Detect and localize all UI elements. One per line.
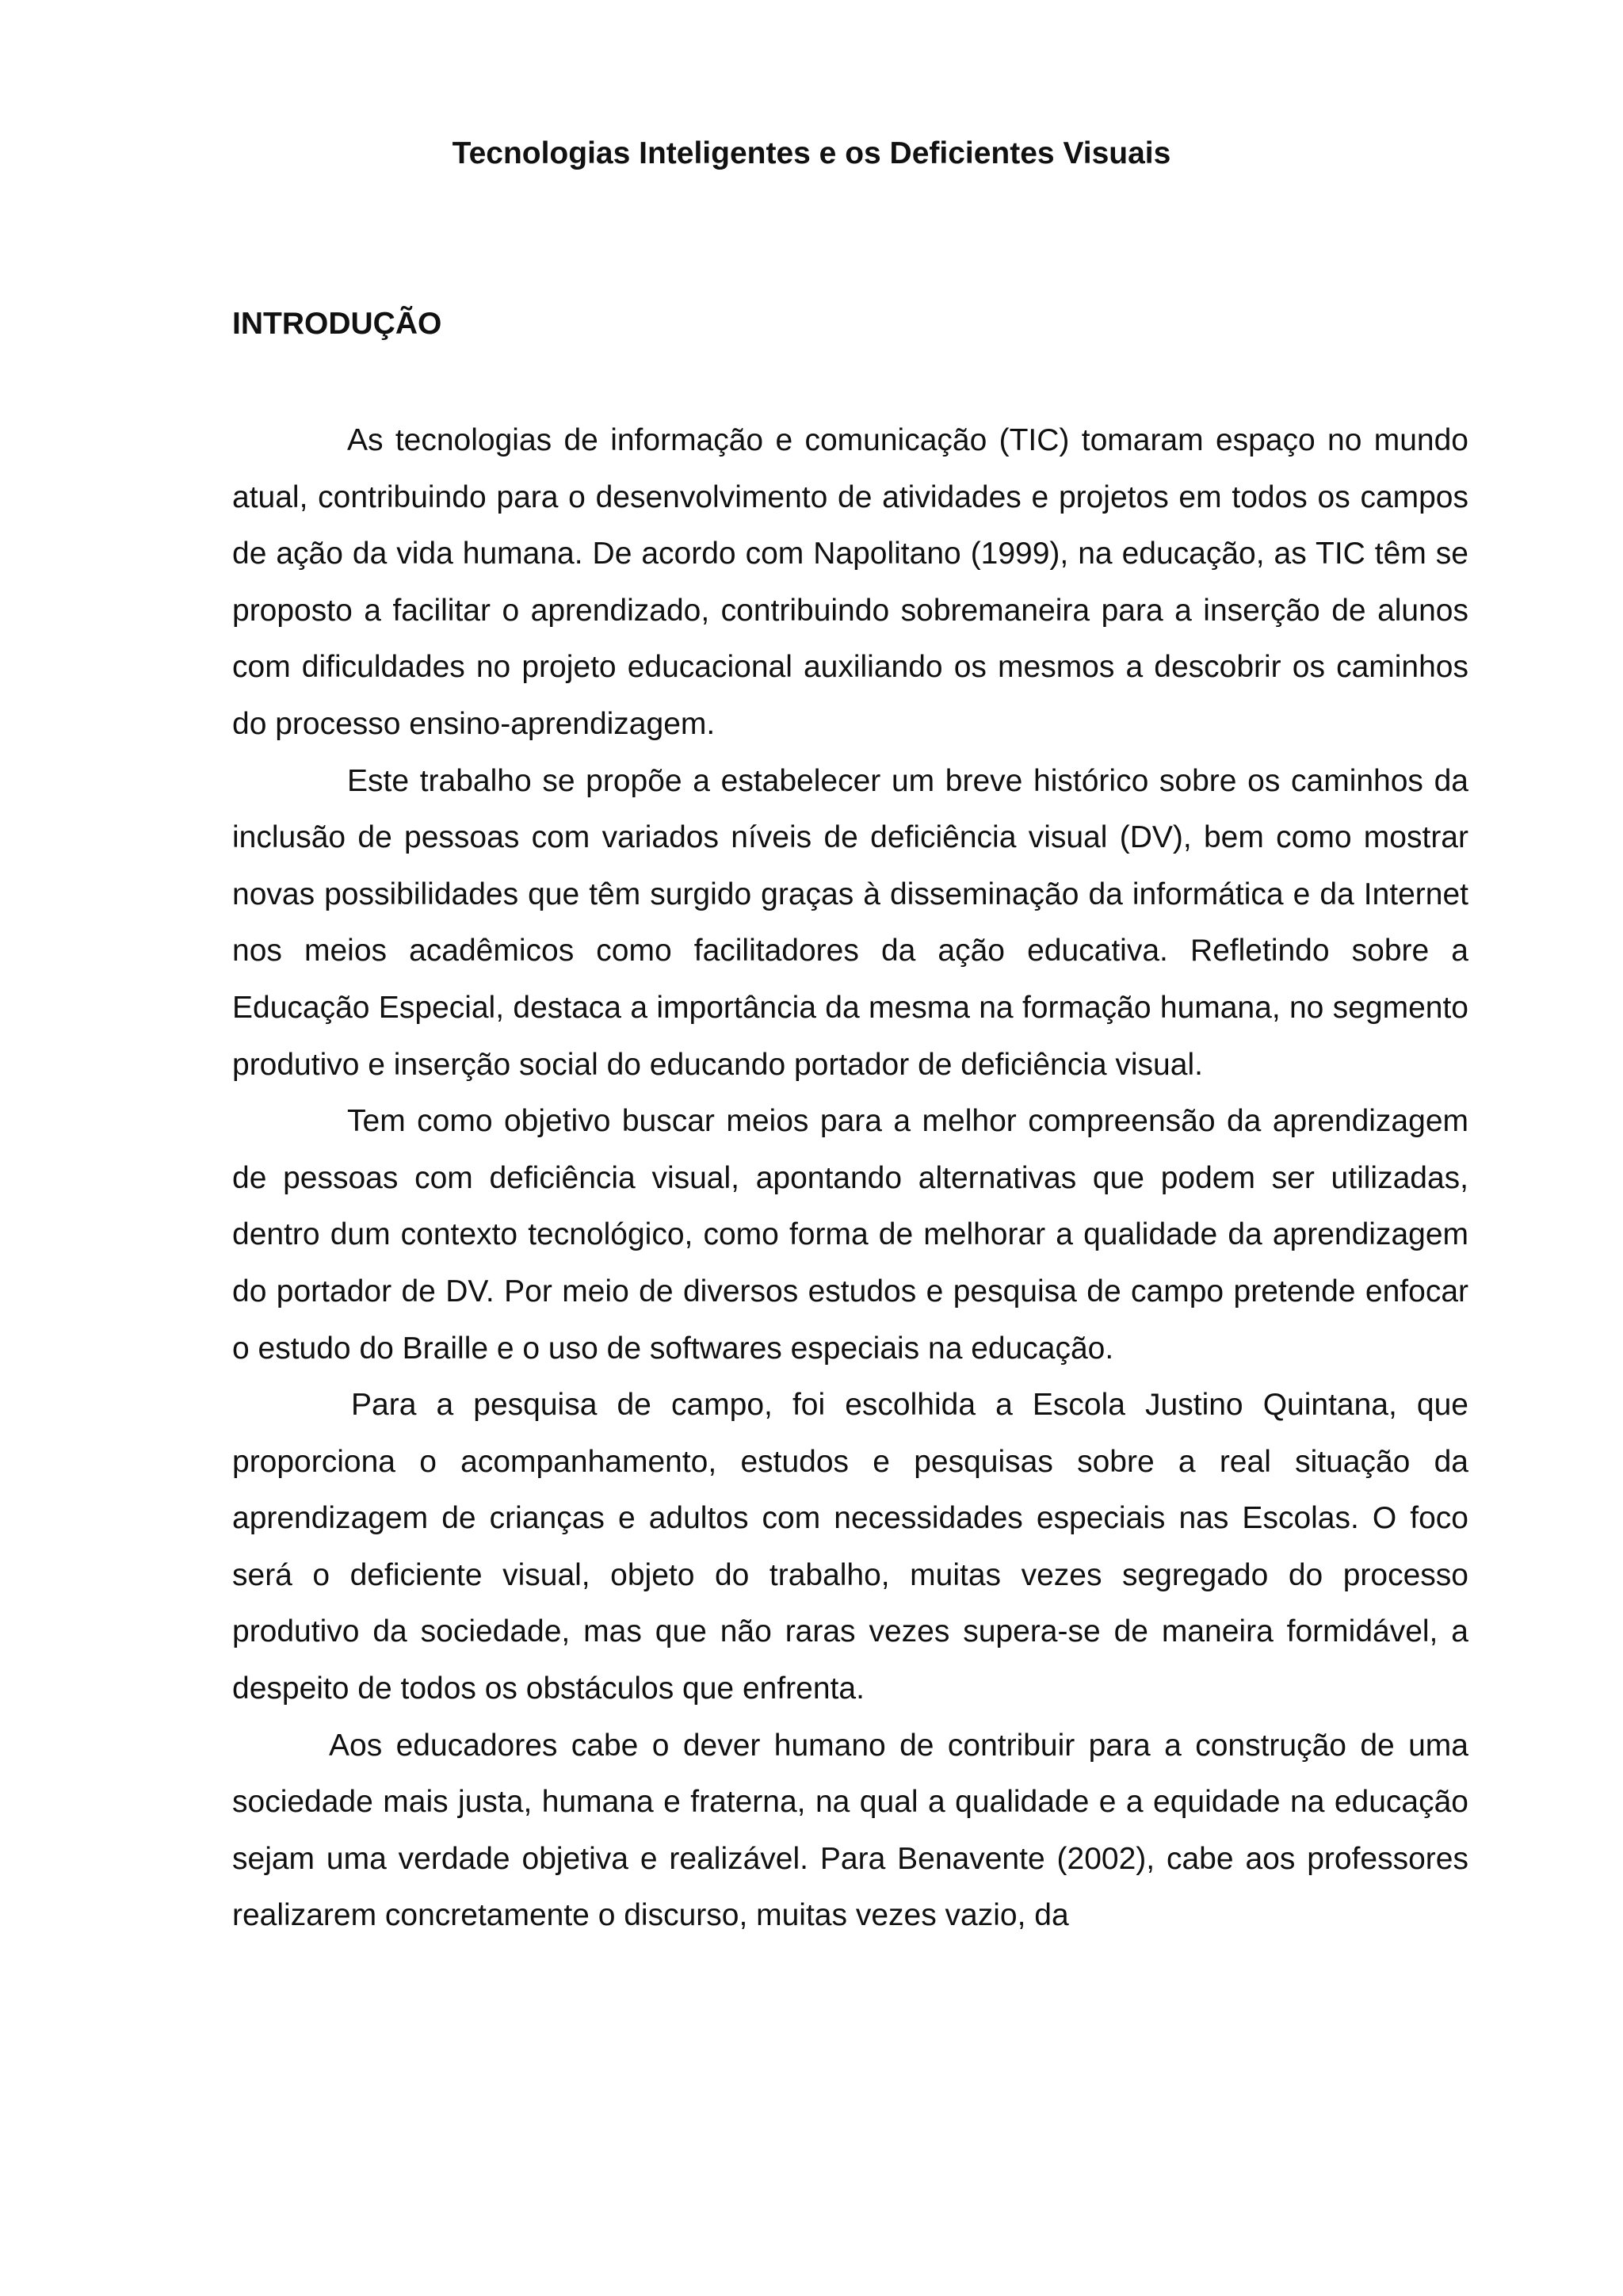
paragraph: Este trabalho se propõe a estabelecer um breve histórico sobre os caminhos da inclusão de pessoas com variados níveis de deficiência visual (DV), bem como mostrar novas possibilidades que têm surgido graças à disseminação da informática e da Internet nos meios acadêmicos como facilitadores da ação educativa. Refletindo sobre a Educação Especial, destaca a importância da mesma na formação humana, no segmento produtivo e inserção social do educando portador de deficiência visual. xyxy=(232,763,1468,1082)
paragraph: Para a pesquisa de campo, foi escolhida a Escola Justino Quintana, que proporciona o acompanhamento, estudos e pesquisas sobre a real situação da aprendizagem de crianças e adultos com necessidades especiais nas Escolas. O foco será o deficiente visual, objeto do trabalho, muitas vezes segregado do processo produtivo da sociedade, mas que não raras vezes supera-se de maneira formidável, a despeito de todos os obstáculos que enfrenta. xyxy=(232,1388,1468,1706)
document-title: Tecnologias Inteligentes e os Deficientes Visuais xyxy=(452,136,1171,170)
section-heading: INTRODUÇÃO xyxy=(232,307,442,341)
paragraph: As tecnologias de informação e comunicação (TIC) tomaram espaço no mundo atual, contribuindo para o desenvolvimento de atividades e projetos em todos os campos de ação da vida humana. De acordo com Napolitano (1999), na educação, as TIC têm se proposto a facilitar o aprendizado, contribuindo sobremaneira para a inserção de alunos com dificuldades no projeto educacional auxiliando os mesmos a descobrir os caminhos do processo ensino-aprendizagem. xyxy=(232,423,1468,741)
body-text xyxy=(232,412,1468,1944)
paragraph: Aos educadores cabe o dever humano de contribuir para a construção de uma sociedade mais justa, humana e fraterna, na qual a qualidade e a equidade na educação sejam uma verdade objetiva e realizável. Para Benavente (2002), cabe aos professores realizarem concretamente o discurso, muitas vezes vazio, da xyxy=(232,1728,1468,1933)
paragraph: Tem como objetivo buscar meios para a melhor compreensão da aprendizagem de pessoas com deficiência visual, apontando alternativas que podem ser utilizadas, dentro dum contexto tecnológico, como forma de melhorar a qualidade da aprendizagem do portador de DV. Por meio de diversos estudos e pesquisa de campo pretende enfocar o estudo do Braille e o uso de softwares especiais na educação. xyxy=(232,1104,1468,1366)
